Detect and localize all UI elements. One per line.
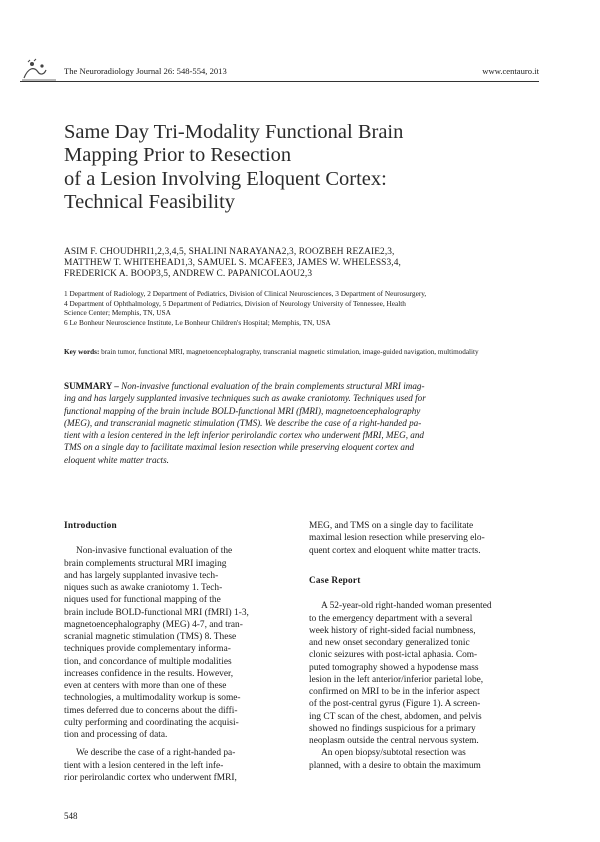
text-line: times deferred due to concerns about the diffi-	[64, 705, 238, 716]
journal-logo-icon	[20, 58, 60, 82]
introduction-paragraph-2	[64, 747, 296, 784]
text-line: showed no findings suspicious for a primary	[309, 723, 476, 734]
text-line: tion and processing of data.	[64, 730, 168, 740]
text-line: tient with a lesion centered in the left infe-	[64, 760, 224, 771]
summary-line: eloquent white matter tracts.	[64, 454, 169, 465]
affiliation-list	[64, 289, 544, 327]
text-line: techniques provide complementary informa-	[64, 644, 231, 655]
affiliation-line: 6 Le Bonheur Neuroscience Institute, Le Bonheur Children's Hospital; Memphis, TN, USA	[64, 317, 331, 327]
text-line: planned, with a desire to obtain the maximum	[309, 760, 481, 771]
text-line: week history of right-sided facial numbness,	[309, 625, 476, 636]
keywords-label: Key words:	[64, 348, 100, 356]
affiliation-line: 1 Department of Radiology, 2 Department of Pediatrics, Division of Clinical Neurosciences, 3 Department of Neurosurgery,	[64, 289, 427, 298]
page-number: 548	[64, 811, 78, 821]
title-line: of a Lesion Involving Eloquent Cortex:	[64, 167, 387, 190]
text-line: magnetoencephalography (MEG) 4-7, and tran-	[64, 619, 243, 630]
text-line: to the emergency department with a several	[309, 613, 473, 624]
case-report-paragraph-2	[309, 747, 541, 772]
right-column	[309, 520, 541, 772]
summary-line: tient with a lesion centered in the left inferior perirolandic cortex who underwent fMRI, MEG, and	[64, 430, 424, 441]
summary-line: Non-invasive functional evaluation of the brain complements structural MRI imag-	[121, 381, 425, 391]
keywords-block	[64, 348, 540, 357]
journal-citation: The Neuroradiology Journal 26: 548-554, 2013	[64, 66, 227, 76]
title-line: Same Day Tri-Modality Functional Brain	[64, 121, 404, 143]
text-line: Non-invasive functional evaluation of the	[76, 546, 233, 557]
header-divider	[20, 81, 539, 82]
text-line: scranial magnetic stimulation (TMS) 8. These	[64, 632, 237, 642]
title-line: Technical Feasibility	[64, 190, 236, 213]
text-line: An open biopsy/subtotal resection was	[321, 748, 466, 759]
summary-line: functional mapping of the brain include BOLD-functional MRI (fMRI), magnetoencephalography	[64, 405, 421, 416]
text-line: brain include BOLD-functional MRI (fMRI) 1-3,	[64, 607, 249, 618]
journal-url-link[interactable]: www.centauro.it	[482, 66, 539, 76]
case-report-paragraph-1	[309, 600, 541, 747]
article-title	[64, 121, 534, 214]
author-line: FREDERICK A. BOOP3,5, ANDREW C. PAPANICOLAOU2,3	[64, 268, 313, 279]
introduction-continuation	[309, 520, 541, 557]
text-line: niques used for functional mapping of the	[64, 595, 221, 606]
author-list	[64, 247, 544, 279]
text-line: neoplasm outside the central nervous system.	[309, 736, 479, 746]
title-line: Mapping Prior to Resection	[64, 144, 292, 167]
keywords-text: brain tumor, functional MRI, magnetoencephalography, transcranial magnetic stimulation, image-guided navigation, multimodality	[101, 348, 479, 356]
text-line: MEG, and TMS on a single day to facilitate	[309, 521, 474, 531]
text-line: A 52-year-old right-handed woman presented	[321, 601, 492, 612]
author-line: ASIM F. CHOUDHRI1,2,3,4,5, SHALINI NARAYANA2,3, ROOZBEH REZAIE2,3,	[64, 247, 395, 257]
text-line: ing CT scan of the chest, abdomen, and pelvis	[309, 711, 482, 722]
text-line: clonic seizures with post-ictal aphasia. Com-	[309, 650, 478, 661]
affiliation-line: Science Center; Memphis, TN, USA	[64, 308, 171, 318]
text-line: brain complements structural MRI imaging	[64, 558, 227, 569]
text-line: even at centers with more than one of these	[64, 681, 227, 691]
text-line: quent cortex and eloquent white matter tracts.	[309, 545, 481, 556]
text-line: puted tomography showed a hypodense mass	[309, 662, 479, 673]
left-column	[64, 520, 296, 784]
text-line: We describe the case of a right-handed pa-	[76, 748, 236, 759]
text-line: and new onset secondary generalized tonic	[309, 638, 470, 648]
text-line: technologies, a multimodality workup is some-	[64, 693, 241, 704]
summary-lead: SUMMARY –	[64, 381, 119, 391]
affiliation-line: 4 Department of Ophthalmology, 5 Department of Pediatrics, Division of Neurology University of Tennessee, Health	[64, 298, 406, 308]
text-line: lesion in the left anterior/inferior parietal lobe,	[309, 674, 484, 685]
text-line: tion, and concordance of multiple modalities	[64, 656, 232, 667]
author-line: MATTHEW T. WHITEHEAD1,3, SAMUEL S. MCAFEE3, JAMES W. WHELESS3,4,	[64, 257, 401, 268]
text-line: confirmed on MRI to be in the inferior aspect	[309, 687, 480, 697]
text-line: niques such as awake craniotomy 1. Tech-	[64, 583, 223, 593]
text-line: increases confidence in the results. However,	[64, 668, 234, 679]
text-line: of the post-central gyrus (Figure 1). A screen-	[309, 699, 481, 710]
summary-line: TMS on a single day to facilitate maximal lesion resection while preserving eloquent cortex and	[64, 442, 415, 453]
text-line: rior perirolandic cortex who underwent fMRI,	[64, 772, 237, 783]
introduction-heading: Introduction	[64, 521, 117, 531]
summary-line: (MEG), and transcranial magnetic stimulation (TMS). We describe the case of a right-handed pa-	[64, 417, 422, 428]
text-line: and has largely supplanted invasive tech-	[64, 570, 219, 581]
case-report-heading: Case Report	[309, 576, 361, 586]
introduction-paragraph-1	[64, 545, 296, 741]
summary-line: ing and has largely supplanted invasive techniques such as awake craniotomy. Techniques used for	[64, 393, 426, 404]
summary-block	[64, 380, 540, 466]
text-line: culty performing and coordinating the acquisi-	[64, 717, 239, 728]
text-line: maximal lesion resection while preserving elo-	[309, 533, 485, 544]
